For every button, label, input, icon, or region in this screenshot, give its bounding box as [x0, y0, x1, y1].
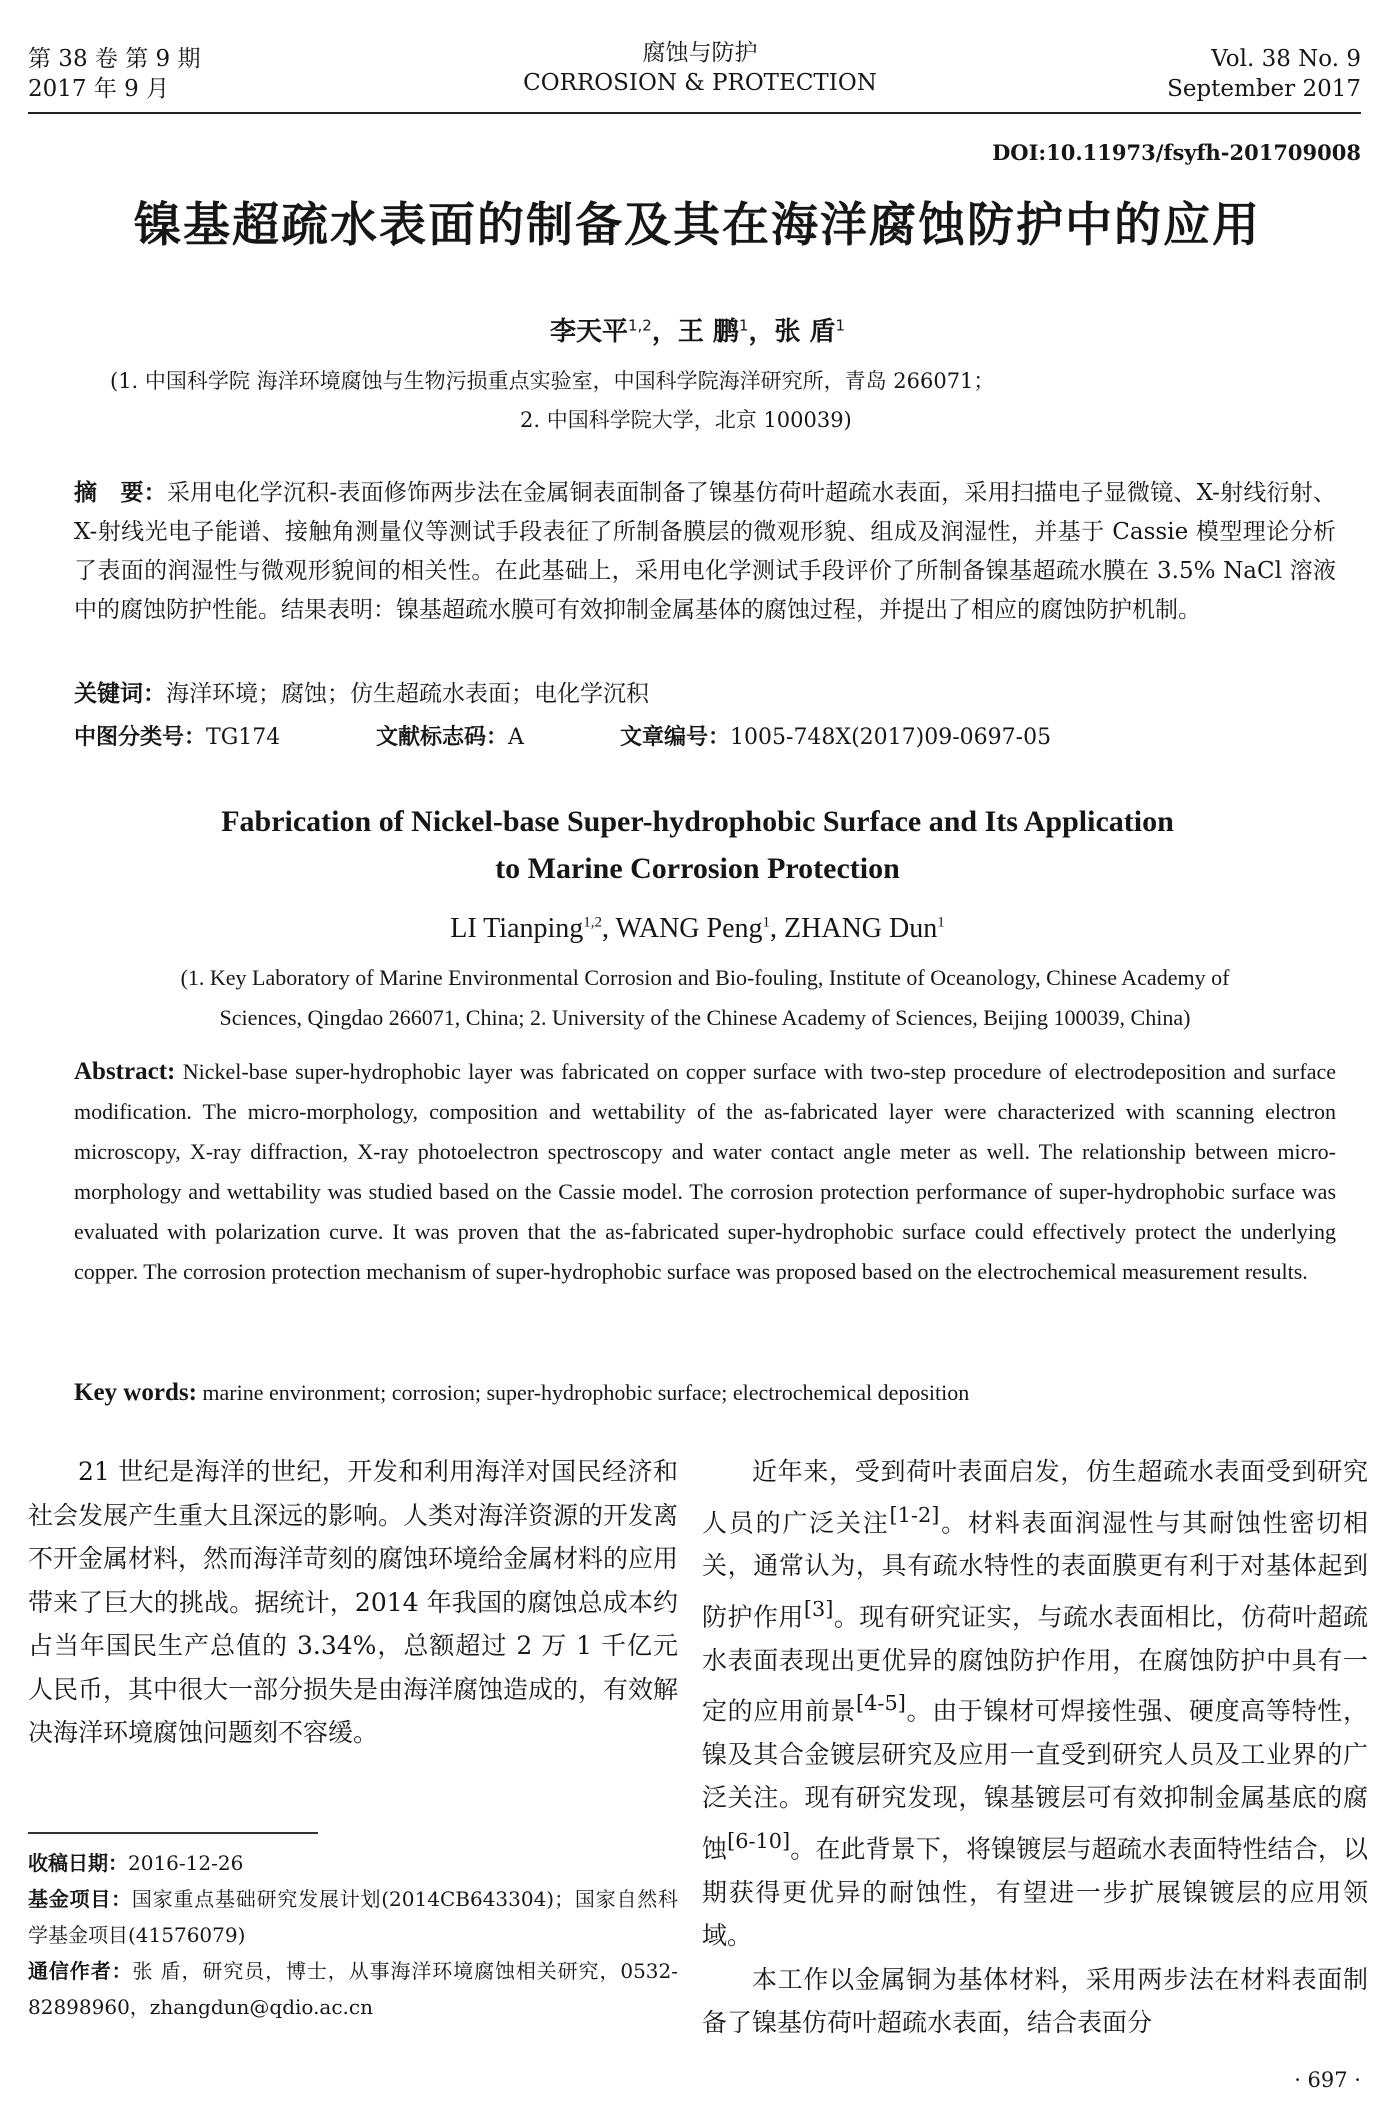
affiliations-en	[74, 958, 1336, 1038]
author-affiliation-mark: 1	[738, 316, 749, 335]
publication-date-cn: 2017 年 9 月	[28, 76, 170, 102]
affiliation-line-en: Sciences, Qingdao 266071, China; 2. University of the Chinese Academy of Sciences, Beijing 100039, China)	[219, 1005, 1191, 1030]
received-value: 2016-12-26	[128, 1851, 244, 1875]
received-date	[28, 1845, 678, 1881]
authors-en	[0, 913, 1395, 945]
citation-ref[interactable]: [3]	[803, 1596, 834, 1621]
author-separator: ，	[651, 317, 678, 347]
body-paragraph	[702, 1450, 1368, 1958]
author-separator: ,	[602, 913, 616, 944]
body-paragraph: 21 世纪是海洋的世纪，开发和利用海洋对国民经济和社会发展产生重大且深远的影响。人类对海洋资源的开发离不开金属材料，然而海洋苛刻的腐蚀环境给金属材料的应用带来了巨大的挑战。据统计，2014 年我国的腐蚀总成本约占当年国民生产总值的 3.34%，总额超过 2 万 1 千亿元人民币，其中很大一部分损失是由海洋腐蚀造成的，有效解决海洋环境腐蚀问题刻不容缓。	[28, 1457, 679, 1747]
body-column-right	[702, 1450, 1368, 2045]
article-number-value: 1005-748X(2017)09-0697-05	[730, 725, 1052, 750]
title-en-line: to Marine Corrosion Protection	[495, 852, 900, 885]
keywords-en	[74, 1373, 1336, 1413]
citation-ref[interactable]: [1-2]	[889, 1502, 940, 1527]
article-number-label: 文章编号：	[620, 725, 731, 750]
author-name-en: LI Tianping	[450, 913, 584, 944]
abstract-label-en: Abstract:	[74, 1058, 176, 1085]
affiliation-line-en: (1. Key Laboratory of Marine Environmental Corrosion and Bio-fouling, Institute of Oceanology, Chinese Academy of	[180, 965, 1230, 990]
header-divider	[28, 112, 1361, 114]
body-column-left	[28, 1450, 678, 1755]
author-name: 李天平	[549, 317, 628, 347]
abstract-label-cn: 摘 要：	[74, 480, 167, 506]
body-text: 。由于镍材可焊接性强、硬度高等特性，镍及其合金镀层研究及应用一直受到研究人员及工业界的广泛关注。现有研究发现，镍基镀层可有效抑制金属基底的腐蚀	[702, 1696, 1368, 1864]
clc-label: 中图分类号：	[74, 725, 207, 750]
author-name-en: ZHANG Dun	[784, 913, 938, 944]
volume-issue: 第 38 卷 第 9 期	[28, 46, 201, 72]
author-name-en: WANG Peng	[615, 913, 763, 944]
corresponding-label: 通信作者：	[28, 1959, 133, 1983]
document-code-label: 文献标志码：	[376, 725, 509, 750]
body-text: 。在此背景下，将镍镀层与超疏水表面特性结合，以期获得更优异的耐蚀性，有望进一步扩展镍镀层的应用领域。	[702, 1834, 1368, 1951]
affiliations-cn	[110, 362, 1290, 440]
journal-name-en: CORROSION & PROTECTION	[523, 70, 877, 96]
abstract-en	[74, 1052, 1336, 1292]
fund-info	[28, 1881, 678, 1953]
paper-title-cn: 镍基超疏水表面的制备及其在海洋腐蚀防护中的应用	[134, 198, 1261, 253]
journal-name	[480, 38, 920, 98]
doi[interactable]: DOI:10.11973/fsyfh-201709008	[992, 140, 1361, 165]
abstract-cn	[74, 474, 1336, 630]
body-paragraph: 本工作以金属铜为基体材料，采用两步法在材料表面制备了镍基仿荷叶超疏水表面，结合表面分	[702, 1964, 1368, 2038]
volume-issue-en: Vol. 38 No. 9	[1211, 46, 1361, 72]
body-text: 。现有研究证实，与疏水表面相比，仿荷叶超疏水表面表现出更优异的腐蚀防护作用，在腐蚀防护中具有一定的应用前景	[702, 1602, 1368, 1726]
author-affiliation-mark: 1,2	[583, 914, 603, 931]
keywords-label-en: Key words:	[74, 1379, 197, 1406]
fund-label: 基金项目：	[28, 1887, 132, 1911]
publication-date-en: September 2017	[1167, 76, 1361, 102]
received-label: 收稿日期：	[28, 1851, 128, 1875]
author-separator: ，	[748, 317, 775, 347]
journal-volume-info-en	[1167, 44, 1361, 104]
authors-cn	[0, 311, 1395, 348]
author-affiliation-mark: 1	[835, 316, 846, 335]
author-name: 王 鹏	[677, 317, 739, 347]
author-affiliation-mark: 1	[937, 914, 945, 931]
body-text: 近年来，受到荷叶表面启发，仿生超疏水表面受到研究人员的广泛关注	[702, 1457, 1368, 1537]
clc-value: TG174	[206, 725, 281, 750]
keywords-cn	[74, 675, 1336, 714]
citation-ref[interactable]: [4-5]	[856, 1691, 906, 1716]
fund-value: 国家重点基础研究发展计划(2014CB643304)；国家自然科学基金项目(41576079)	[28, 1887, 679, 1947]
journal-volume-info	[28, 44, 200, 104]
affiliation-line: 2. 中国科学院大学，北京 100039)	[520, 408, 852, 432]
affiliation-line: (1. 中国科学院 海洋环境腐蚀与生物污损重点实验室，中国科学院海洋研究所，青岛 266071；	[110, 369, 995, 393]
article-number	[620, 720, 1051, 756]
author-affiliation-mark: 1	[762, 914, 771, 931]
footnote-divider	[28, 1832, 318, 1834]
page-number: · 697 ·	[1294, 2068, 1361, 2092]
clc-number	[74, 720, 280, 756]
author-separator: ,	[770, 913, 785, 944]
journal-name-cn: 腐蚀与防护	[642, 40, 758, 66]
document-code	[376, 720, 524, 756]
title-en-line: Fabrication of Nickel-base Super-hydrophobic Surface and Its Application	[221, 805, 1174, 838]
footnotes	[28, 1845, 678, 2025]
citation-ref[interactable]: [6-10]	[727, 1828, 791, 1853]
abstract-text-cn: 采用电化学沉积-表面修饰两步法在金属铜表面制备了镍基仿荷叶超疏水表面，采用扫描电子显微镜、X-射线衍射、X-射线光电子能谱、接触角测量仪等测试手段表征了所制备膜层的微观形貌、组成及润湿性，并基于 Cassie 模型理论分析了表面的润湿性与微观形貌间的相关性。在此基础上，采用电化学测试手段评价了所制备镍基超疏水膜在 3.5% NaCl 溶液中的腐蚀防护性能。结果表明：镍基超疏水膜可有效抑制金属基体的腐蚀过程，并提出了相应的腐蚀防护机制。	[74, 480, 1336, 623]
author-affiliation-mark: 1,2	[627, 316, 652, 335]
author-name: 张 盾	[774, 317, 836, 347]
keywords-label-cn: 关键词：	[74, 681, 166, 707]
paper-title-en	[0, 798, 1395, 892]
keywords-text-en: marine environment; corrosion; super-hydrophobic surface; electrochemical deposition	[196, 1380, 970, 1405]
keywords-text-cn: 海洋环境；腐蚀；仿生超疏水表面；电化学沉积	[166, 681, 649, 707]
body-text: 。材料表面润湿性与其耐蚀性密切相关，通常认为，具有疏水特性的表面膜更有利于对基体起到防护作用	[702, 1507, 1368, 1632]
corresponding-value: 张 盾，研究员，博士，从事海洋环境腐蚀相关研究，0532-82898960，zhangdun@qdio.ac.cn	[28, 1959, 679, 2019]
abstract-text-en: Nickel-base super-hydrophobic layer was fabricated on copper surface with two-step procedure of electrodeposition and surface modification. The micro-morphology, composition and wettability of the as-fabricated layer were characterized with scanning electron microscopy, X-ray diffraction, X-ray photoelectron spectroscopy and water contact angle meter as well. The relationship between micro-morphology and wettability was studied based on the Cassie model. The corrosion protection performance of super-hydrophobic surface was evaluated with polarization curve. It was proven that the as-fabricated super-hydrophobic surface could effectively protect the underlying copper. The corrosion protection mechanism of super-hydrophobic surface was proposed based on the electrochemical measurement results.	[74, 1059, 1336, 1284]
document-code-value: A	[508, 725, 524, 750]
corresponding-author	[28, 1953, 678, 2025]
